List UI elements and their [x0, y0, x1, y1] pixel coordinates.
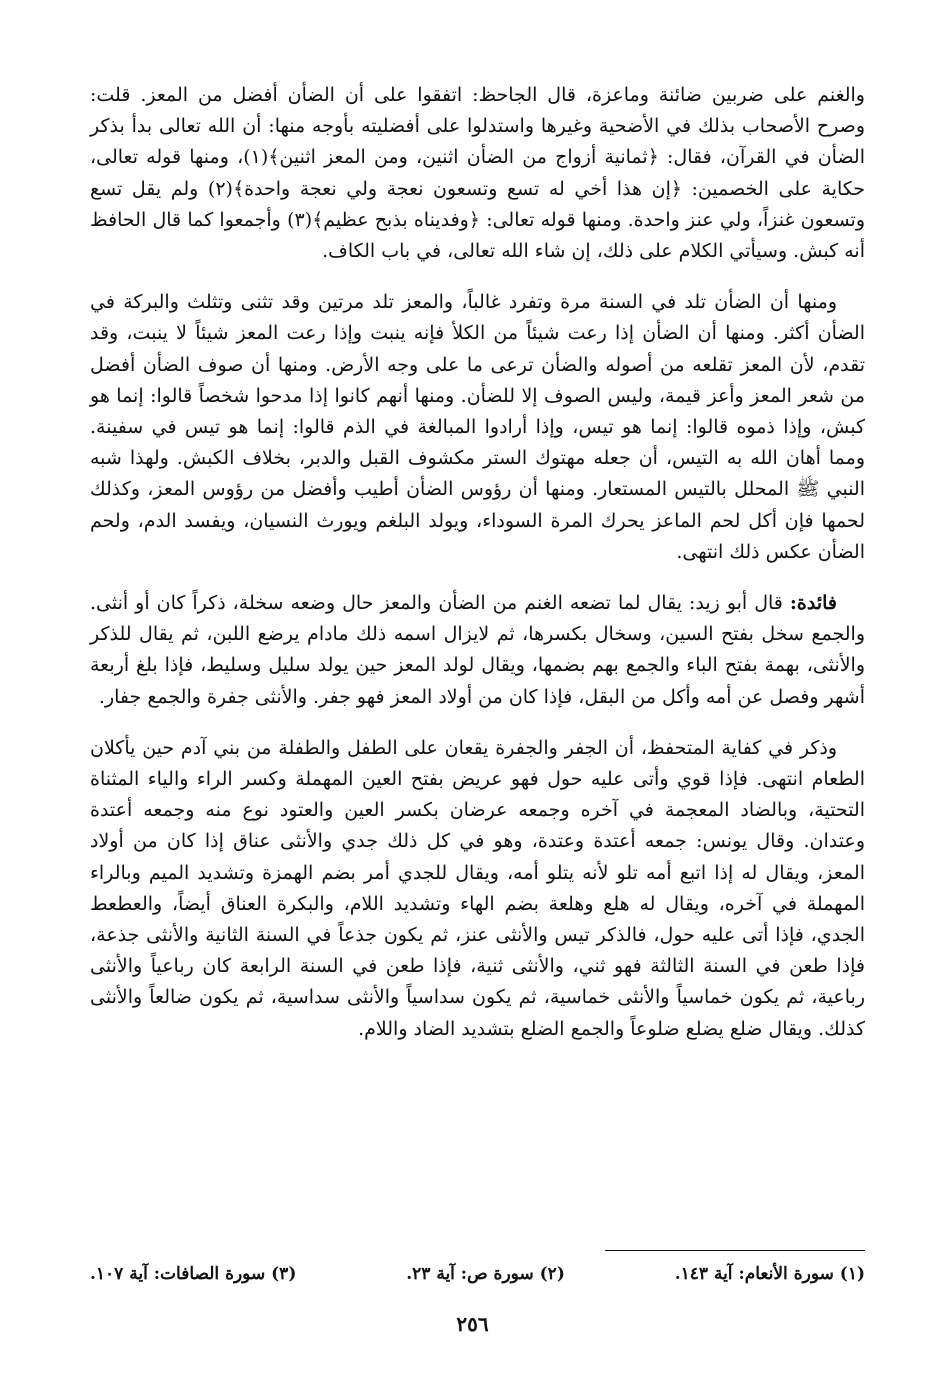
paragraph-3-text: قال أبو زيد: يقال لما تضعه الغنم من الضأن والمعز حال وضعه سخلة، ذكراً كان أو أنثى. والجمع سخل بفتح السين، وسخال بكسرها، ثم لايزال اسمه ذلك مادام يرضع اللبن، ثم يقال للذكر والأنثى، بهمة بفتح الباء والجمع بهم بضمها، ويقال لولد المعز حين يولد سليل وسليط، فإذا بلغ أربعة أشهر وفصل عن أمه وأكل من البقل، فإذا كان من أولاد المعز فهو جفر. والأنثى جفرة والجمع جفار. [90, 592, 865, 708]
footnote-1: (١) سورة الأنعام: آية ١٤٣. [674, 1264, 865, 1284]
page-number: ٢٥٦ [456, 1312, 489, 1336]
paragraph-1: والغنم على ضربين ضائنة وماعزة، قال الجاحظ: اتفقوا على أن الضأن أفضل من المعز. قلت: وصرح الأصحاب بذلك في الأضحية وغيرها واستدلوا على أفضليته بأوجه منها: أن الله تعالى بدأ بذكر الضأن في القرآن، فقال: ﴿ثمانية أزواج من الضأن اثنين، ومن المعز اثنين﴾(١)، ومنها قوله تعالى، حكاية على الخصمين: ﴿إن هذا أخي له تسع وتسعون نعجة ولي نعجة واحدة﴾(٢) ولم يقل تسع وتسعون غنزاً، ولي عنز واحدة. ومنها قوله تعالى: ﴿وفديناه بذبح عظيم﴾(٣) وأجمعوا كما قال الحافظ أنه كبش. وسيأتي الكلام على ذلك، إن شاء الله تعالى، في باب الكاف. [90, 84, 866, 263]
footnote-divider [605, 1250, 865, 1251]
footnote-row [90, 1261, 865, 1287]
footnote-3: (٣) سورة الصافات: آية ١٠٧. [90, 1264, 297, 1284]
page-body [90, 80, 865, 1065]
paragraph-3 [90, 588, 865, 713]
footnotes [90, 1250, 865, 1287]
paragraph-2: ومنها أن الضأن تلد في السنة مرة وتفرد غالباً، والمعز تلد مرتين وقد تثنى وتثلث والبركة في الضأن أكثر. ومنها أن الضأن إذا رعت شيئاً من الكلأ فإنه ينبت وإذا رعت المعز شيئاً لا ينبت، وقد تقدم، لأن المعز تقلعه من أصوله والضأن ترعى ما على وجه الأرض. ومنها أن صوف الضأن أفضل من شعر المعز وأعز قيمة، وليس الصوف إلا للضأن. ومنها أنهم كانوا إذا مدحوا شخصاً قالوا: إنما هو كبش، وإذا ذموه قالوا: إنما هو تيس، وإذا أرادوا المبالغة في الذم قالوا: إنما هو تيس في سفينة. ومما أهان الله به التيس، أن جعله مهتوك الستر مكشوف القبل والدبر، بخلاف الكبش. ولهذا شبه النبي ﷺ المحلل بالتيس المستعار. ومنها أن رؤوس الضأن أطيب وأفضل من رؤوس المعز، وكذلك لحمها فإن أكل لحم الماعز يحرك المرة السوداء، ويولد البلغم ويورث النسيان، ويفسد الدم، ولحم الضأن عكس ذلك انتهى. [90, 291, 865, 563]
footnote-2: (٢) سورة ص: آية ٢٣. [406, 1264, 565, 1284]
faida-label: فائدة: [789, 592, 837, 615]
paragraph-4: وذكر في كفاية المتحفظ، أن الجفر والجفرة يقعان على الطفل والطفلة من بني آدم حين يأكلان الطعام انتهى. فإذا قوي وأتى عليه حول فهو عريض بفتح العين المهملة وكسر الراء والياء المثناة التحتية، وبالضاد المعجمة في آخره وجمعه عرضان بكسر العين والعتود نوع منه وجمعه أعتدة وعتدان. وقال يونس: جمعه أعتدة وعتدة، وهو في كل ذلك جدي والأنثى عناق إذا كان من أولاد المعز، ويقال له إذا اتبع أمه تلو لأنه يتلو أمه، ويقال للجدي أمر بضم الهمزة وتشديد الميم وبالراء المهملة في آخره، ويقال له هلع وهلعة بضم الهاء وتشديد اللام، والبكرة العناق أيضاً، والعطعط الجدي، فإذا أتى عليه حول، فالذكر تيس والأنثى عنز، ثم يكون جذعاً في السنة الثانية والأنثى جذعة، فإذا طعن في السنة الثالثة فهو ثني، والأنثى ثنية، فإذا طعن في السنة الرابعة كان رباعياً والأنثى رباعية، ثم يكون خماسياً والأنثى خماسية، ثم يكون سداسياً والأنثى سداسية، ثم يكون ضالعاً والأنثى كذلك. ويقال ضلع يضلع ضلوعاً والجمع الضلع بتشديد الضاد واللام. [90, 736, 865, 1040]
